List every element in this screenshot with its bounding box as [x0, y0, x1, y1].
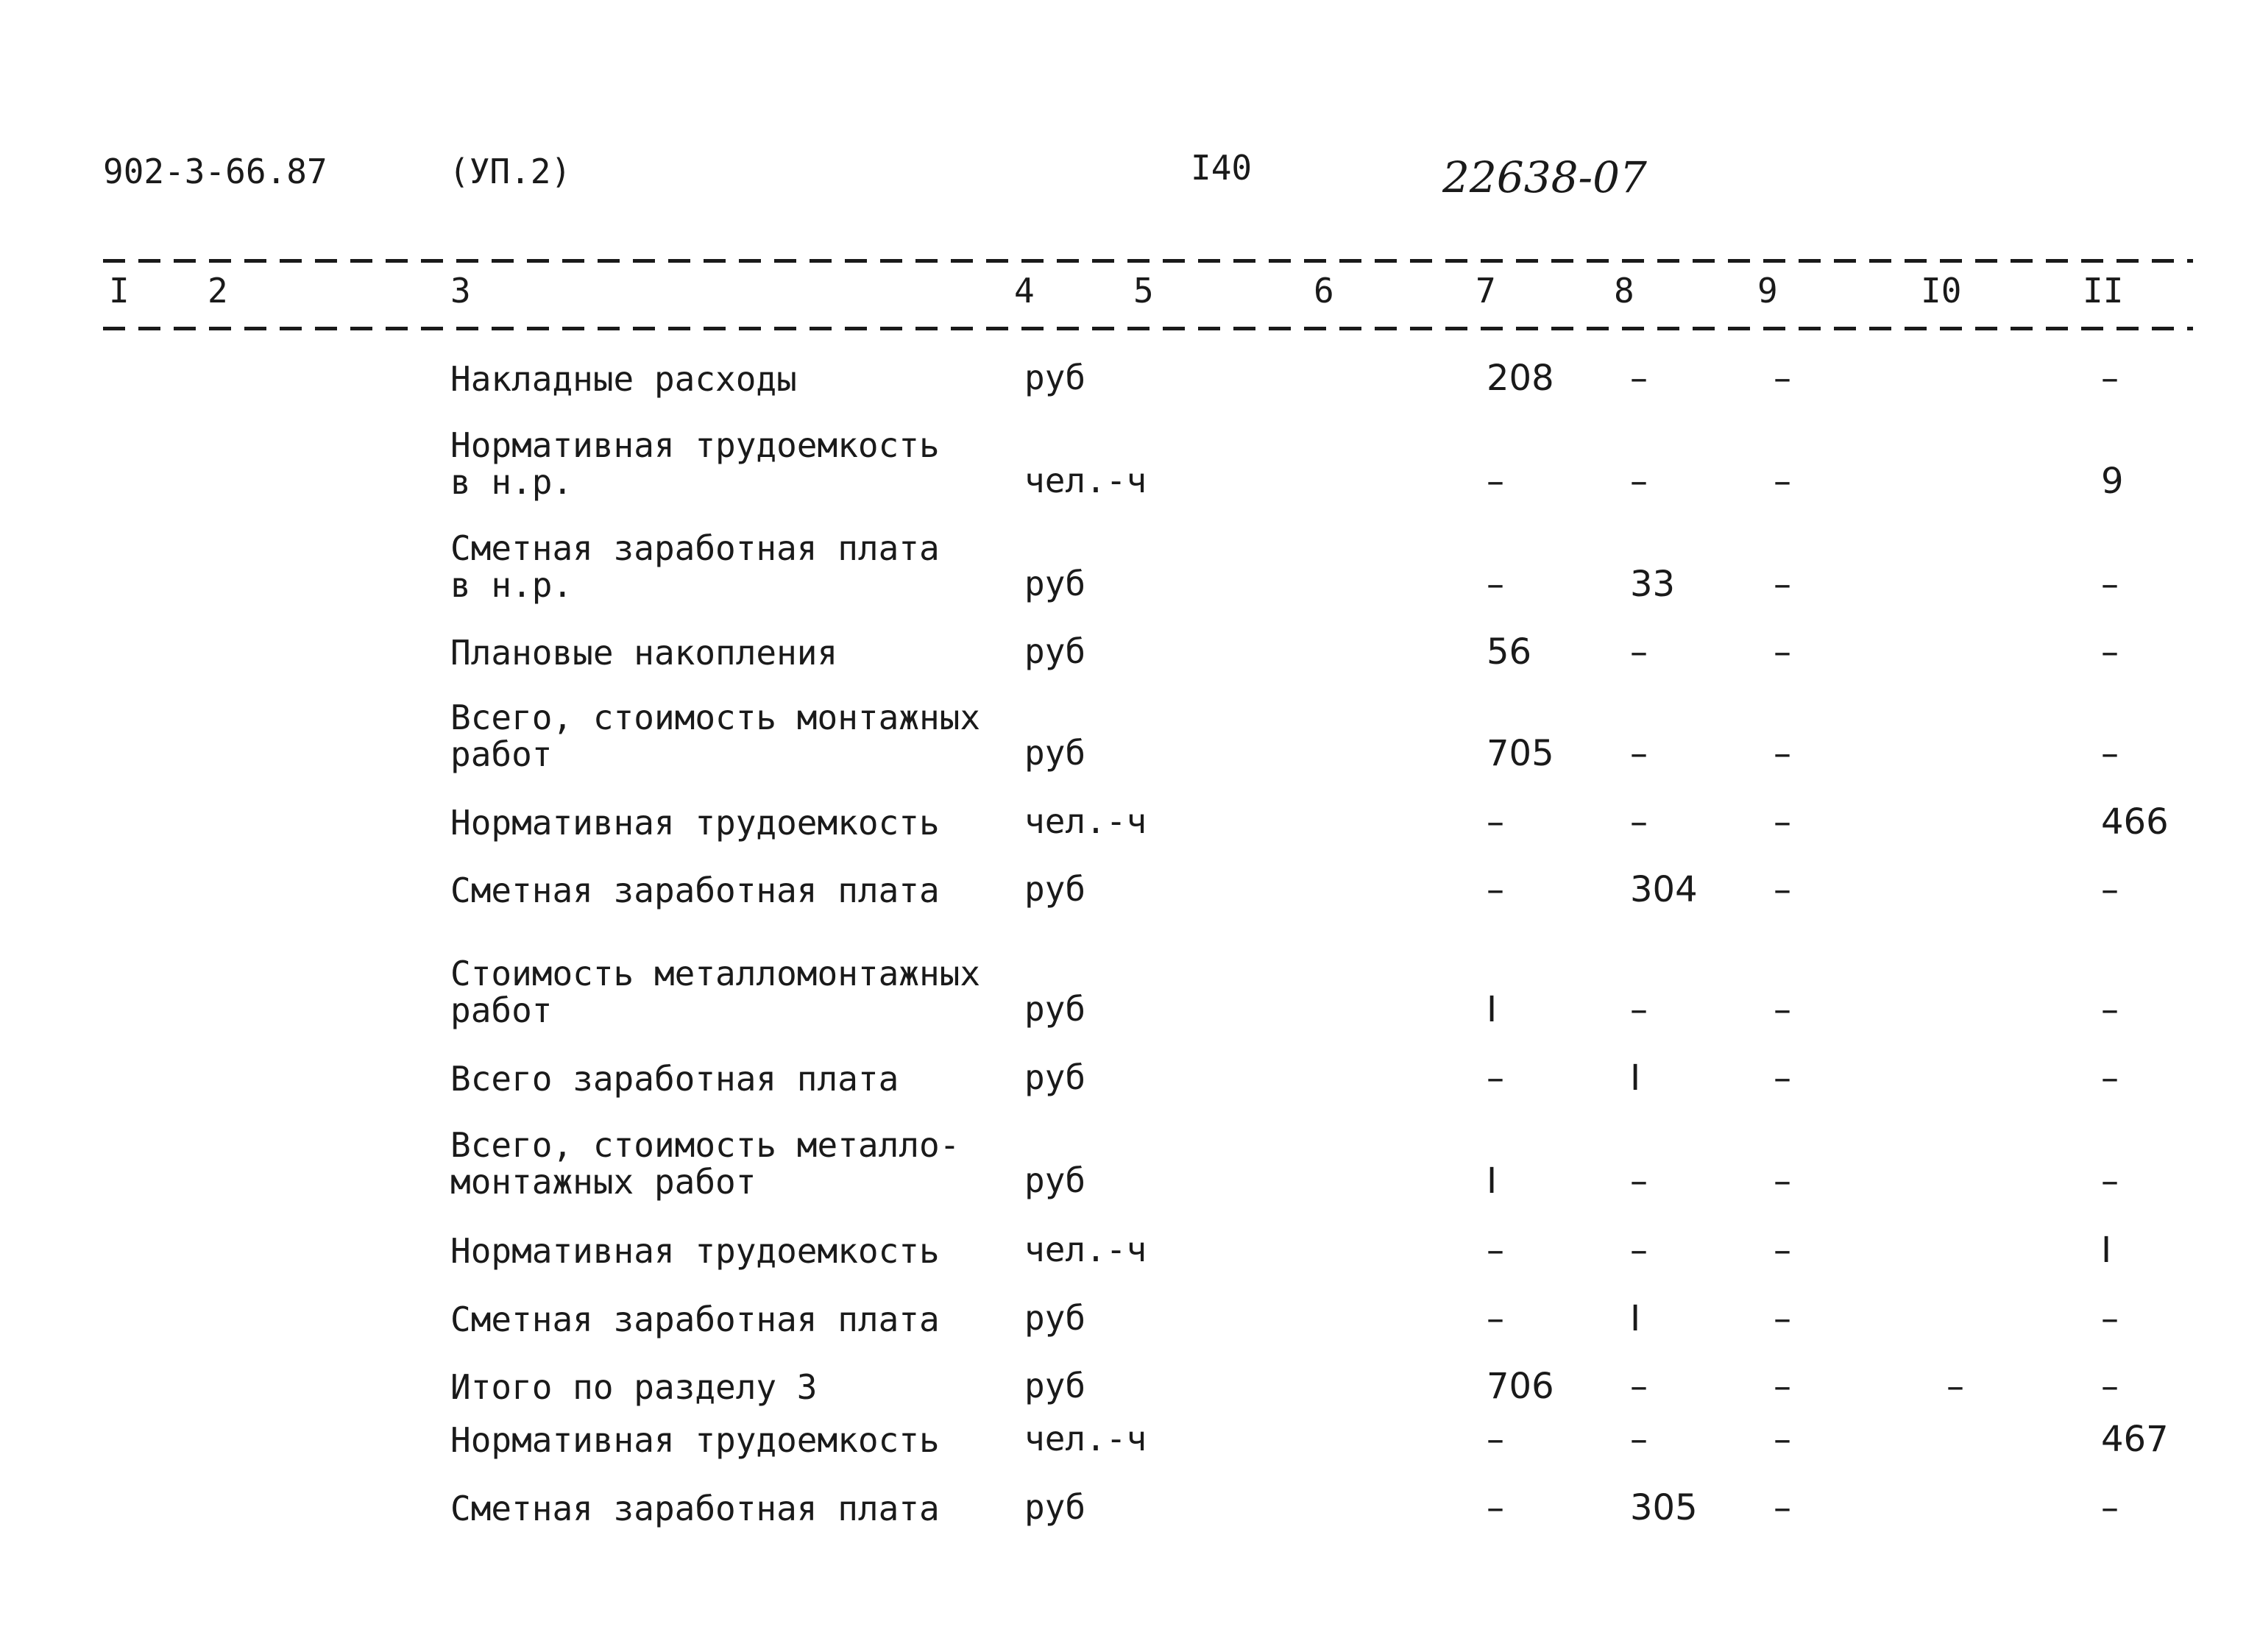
cell-col-11: – — [2101, 564, 2119, 605]
cell-col-8: – — [1630, 631, 1648, 673]
row-unit: руб — [1024, 1298, 1086, 1338]
cell-col-8: 304 — [1630, 869, 1698, 910]
cell-col-9: – — [1774, 1298, 1791, 1339]
row-unit: чел.-ч — [1024, 1419, 1147, 1458]
cell-col-9: – — [1774, 989, 1791, 1030]
row-description: Нормативная трудоемкость — [450, 1231, 940, 1271]
cell-col-11: 9 — [2101, 461, 2124, 502]
cell-col-8: – — [1630, 1419, 1648, 1460]
cell-col-9: – — [1774, 801, 1791, 843]
row-description: Всего, стоимость металло- монтажных работ — [450, 1125, 960, 1202]
cell-col-8: – — [1630, 989, 1648, 1030]
row-description: Всего, стоимость монтажных работ — [450, 698, 981, 774]
row-unit: чел.-ч — [1024, 801, 1147, 841]
cell-col-8: – — [1630, 461, 1648, 502]
row-unit: руб — [1024, 631, 1086, 671]
row-unit: руб — [1024, 1057, 1086, 1097]
row-description: Сметная заработная плата в н.р. — [450, 528, 940, 605]
column-header-11: II — [2083, 271, 2124, 311]
cell-col-10: – — [1946, 1366, 1964, 1407]
column-header-1: I — [109, 271, 130, 311]
table-top-divider — [103, 259, 2193, 263]
column-header-6: 6 — [1314, 271, 1334, 311]
cell-col-11: 466 — [2101, 801, 2169, 843]
cell-col-9: – — [1774, 461, 1791, 502]
cell-col-9: – — [1774, 1487, 1791, 1528]
cell-col-11: – — [2101, 631, 2119, 673]
cell-col-7: 705 — [1487, 733, 1554, 774]
cell-col-8: – — [1630, 733, 1648, 774]
column-header-10: I0 — [1921, 271, 1962, 311]
row-unit: руб — [1024, 1160, 1086, 1200]
document-code: 902-3-66.87 — [103, 152, 327, 191]
column-header-8: 8 — [1614, 271, 1634, 311]
cell-col-11: – — [2101, 1160, 2119, 1202]
cell-col-11: – — [2101, 1366, 2119, 1407]
cell-col-8: – — [1630, 1230, 1648, 1271]
cell-col-7: I — [1487, 1160, 1498, 1202]
cell-col-7: – — [1487, 1298, 1504, 1339]
cell-col-11: I — [2101, 1230, 2112, 1271]
row-unit: руб — [1024, 1366, 1086, 1405]
cell-col-8: I — [1630, 1298, 1641, 1339]
section-label: (УП.2) — [449, 152, 572, 191]
row-unit: руб — [1024, 564, 1086, 603]
page-number: I40 — [1191, 148, 1253, 188]
row-description: Стоимость металломонтажных работ — [450, 954, 981, 1030]
row-description: Сметная заработная плата — [450, 1489, 940, 1528]
cell-col-9: – — [1774, 1366, 1791, 1407]
cell-col-7: – — [1487, 1057, 1504, 1099]
cell-col-8: I — [1630, 1057, 1641, 1099]
cell-col-9: – — [1774, 631, 1791, 673]
cell-col-11: 467 — [2101, 1419, 2169, 1460]
column-header-7: 7 — [1476, 271, 1496, 311]
cell-col-7: – — [1487, 1230, 1504, 1271]
column-header-2: 2 — [208, 271, 228, 311]
cell-col-7: – — [1487, 1419, 1504, 1460]
cell-col-9: – — [1774, 869, 1791, 910]
cell-col-7: – — [1487, 869, 1504, 910]
row-description: Нормативная трудоемкость — [450, 1420, 940, 1460]
row-description: Итого по разделу 3 — [450, 1367, 818, 1407]
cell-col-7: – — [1487, 461, 1504, 502]
cell-col-8: – — [1630, 358, 1648, 399]
row-description: Сметная заработная плата — [450, 1300, 940, 1339]
row-description: Нормативная трудоемкость в н.р. — [450, 425, 940, 502]
row-unit: руб — [1024, 733, 1086, 773]
cell-col-11: – — [2101, 869, 2119, 910]
cell-col-9: – — [1774, 733, 1791, 774]
cell-col-11: – — [2101, 989, 2119, 1030]
cell-col-9: – — [1774, 1057, 1791, 1099]
row-description: Сметная заработная плата — [450, 871, 940, 910]
cell-col-9: – — [1774, 1419, 1791, 1460]
row-unit: руб — [1024, 989, 1086, 1029]
cell-col-11: – — [2101, 733, 2119, 774]
cell-col-7: I — [1487, 989, 1498, 1030]
column-header-4: 4 — [1014, 271, 1035, 311]
row-unit: руб — [1024, 1487, 1086, 1527]
column-header-9: 9 — [1757, 271, 1778, 311]
row-unit: чел.-ч — [1024, 1230, 1147, 1269]
cell-col-8: – — [1630, 1160, 1648, 1202]
row-unit: руб — [1024, 358, 1086, 397]
cell-col-11: – — [2101, 1487, 2119, 1528]
row-unit: чел.-ч — [1024, 461, 1147, 500]
reference-number: 22638-07 — [1442, 152, 1647, 202]
cell-col-7: 208 — [1487, 358, 1554, 399]
cell-col-8: 305 — [1630, 1487, 1698, 1528]
row-description: Нормативная трудоемкость — [450, 803, 940, 843]
cell-col-9: – — [1774, 564, 1791, 605]
column-header-3: 3 — [450, 271, 471, 311]
row-unit: руб — [1024, 869, 1086, 909]
cell-col-7: – — [1487, 1487, 1504, 1528]
row-description: Всего заработная плата — [450, 1059, 899, 1099]
row-description: Плановые накопления — [450, 633, 838, 673]
column-header-5: 5 — [1133, 271, 1154, 311]
cell-col-7: – — [1487, 564, 1504, 605]
cell-col-9: – — [1774, 1230, 1791, 1271]
table-header-divider — [103, 327, 2193, 330]
row-description: Накладные расходы — [450, 359, 797, 399]
cell-col-11: – — [2101, 358, 2119, 399]
cell-col-8: – — [1630, 1366, 1648, 1407]
cell-col-11: – — [2101, 1057, 2119, 1099]
cell-col-7: 56 — [1487, 631, 1532, 673]
cell-col-8: 33 — [1630, 564, 1676, 605]
cell-col-9: – — [1774, 1160, 1791, 1202]
cell-col-7: 706 — [1487, 1366, 1554, 1407]
cell-col-7: – — [1487, 801, 1504, 843]
cell-col-8: – — [1630, 801, 1648, 843]
cell-col-9: – — [1774, 358, 1791, 399]
cell-col-11: – — [2101, 1298, 2119, 1339]
